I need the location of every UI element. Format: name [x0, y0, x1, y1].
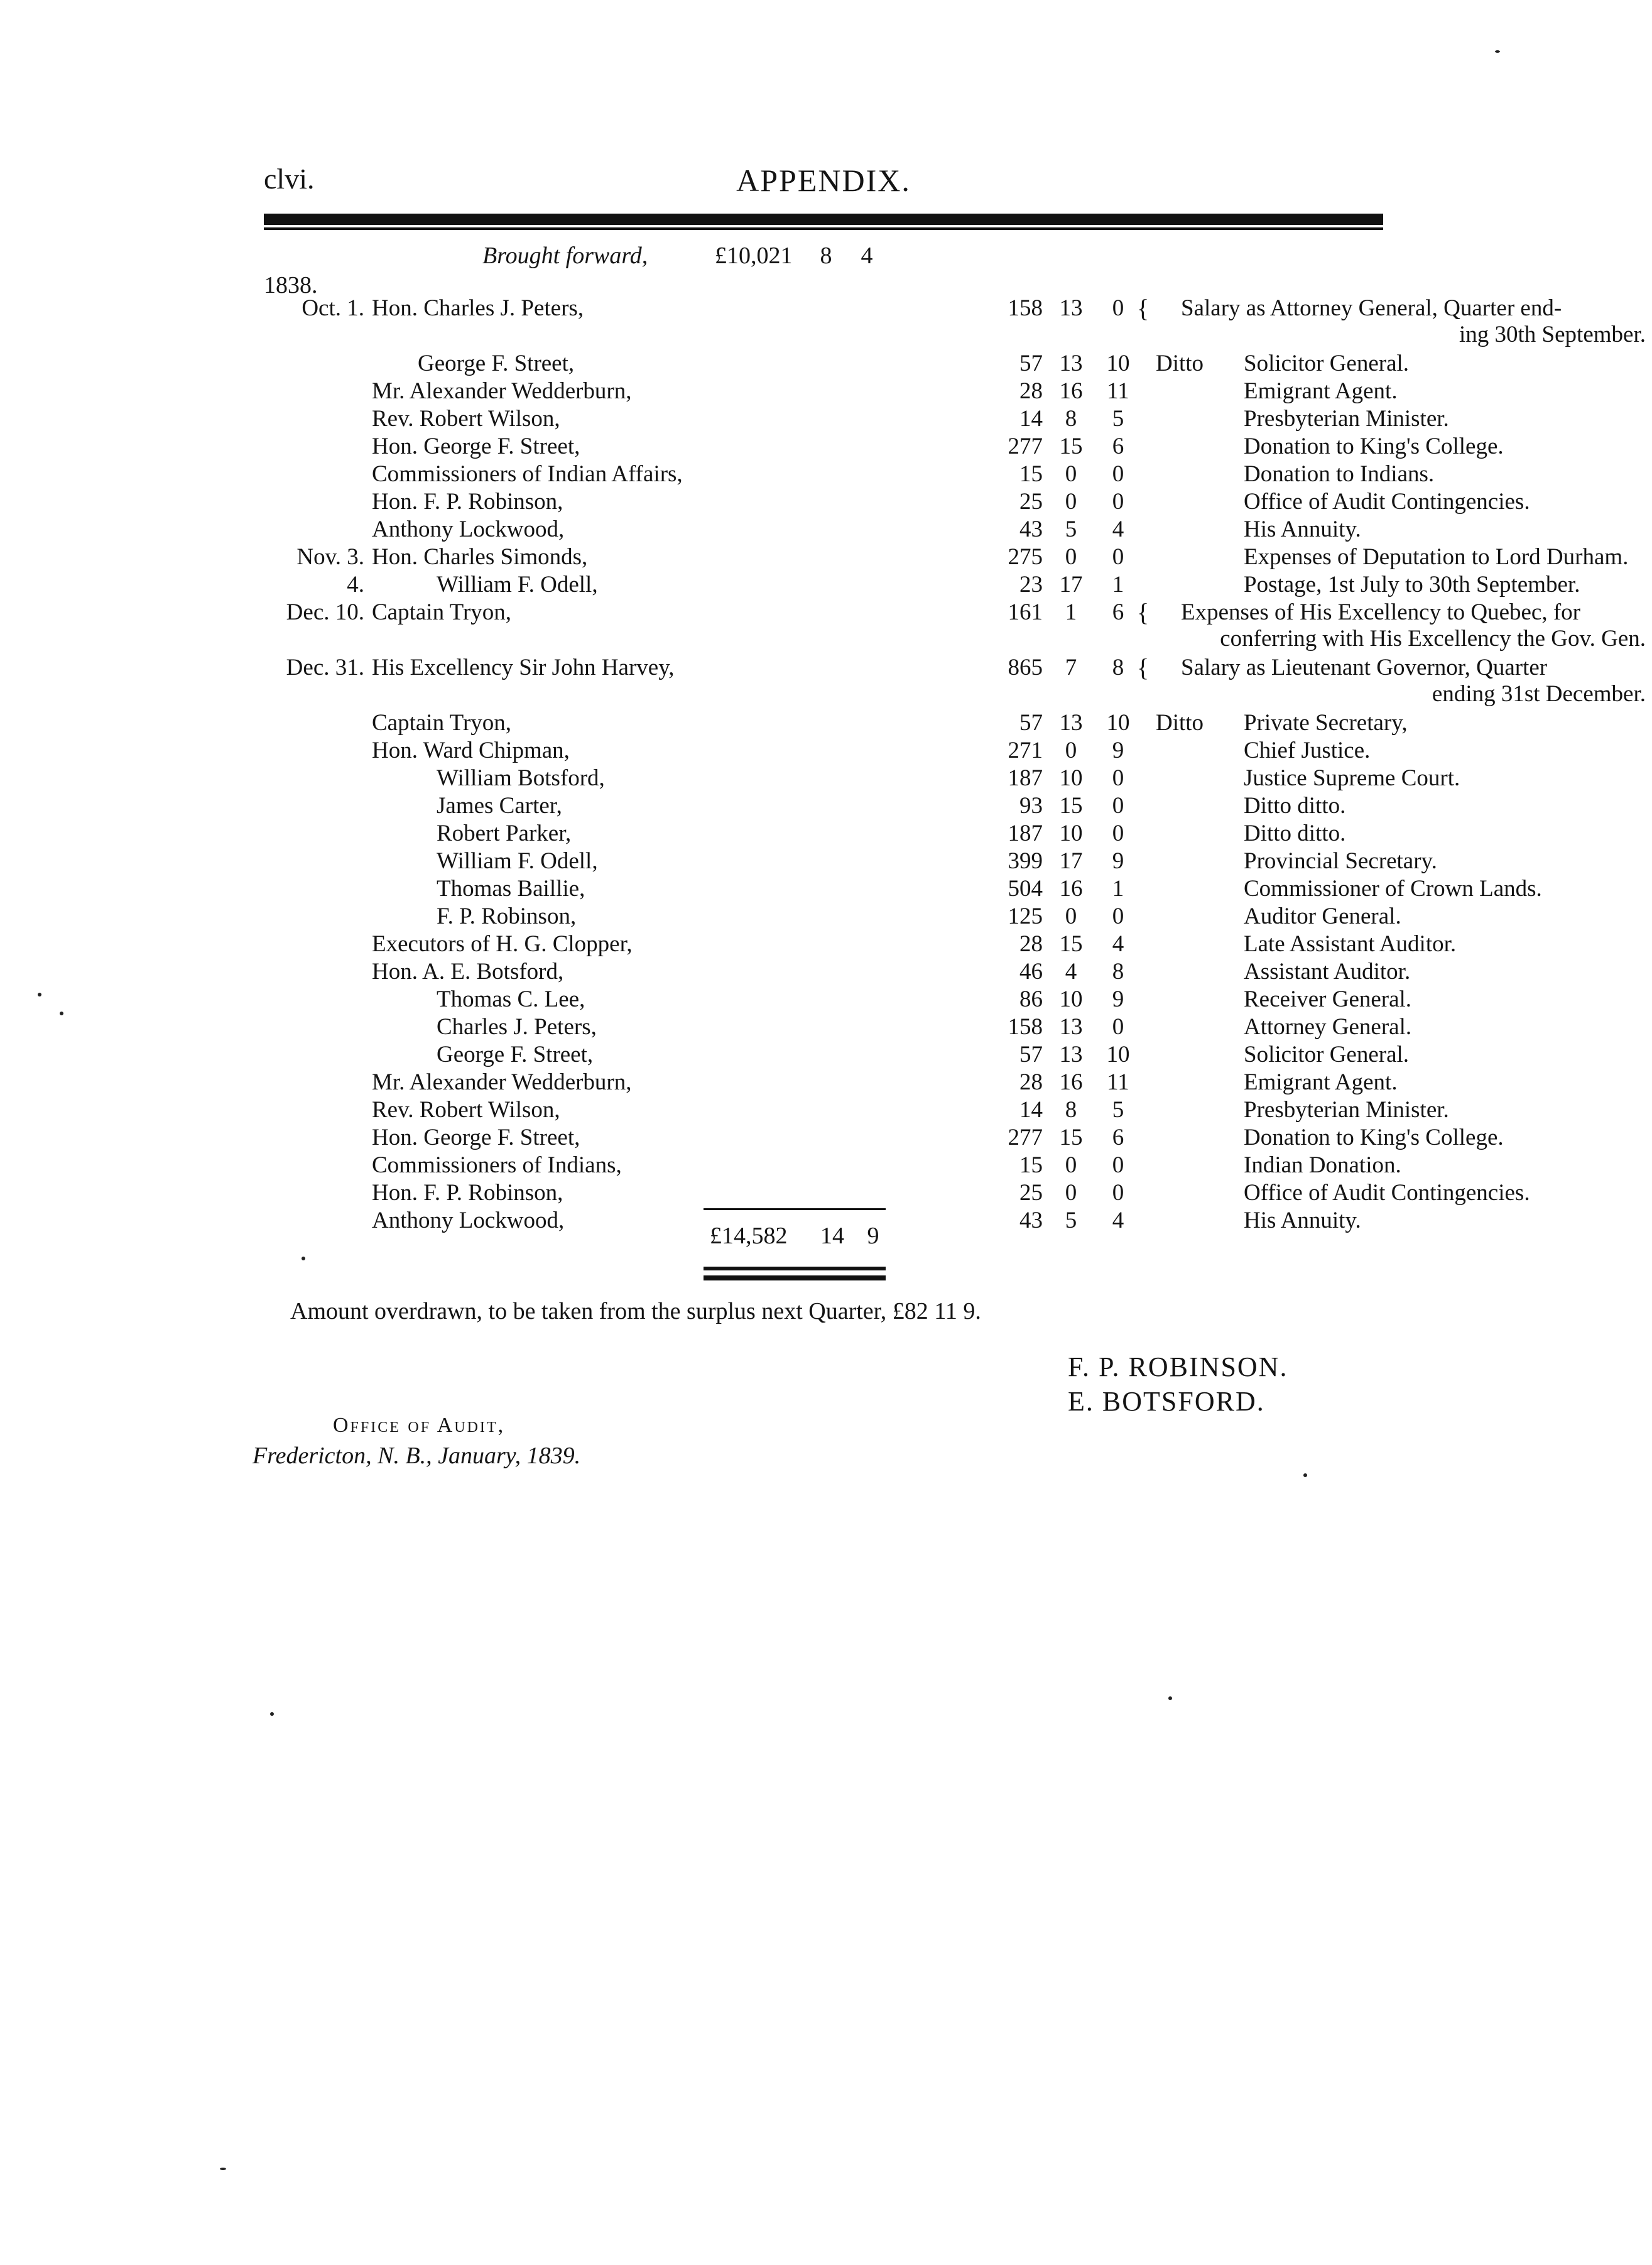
- purpose-line-1: Emigrant Agent.: [1244, 378, 1398, 404]
- payee-name: George F. Street,: [418, 351, 575, 376]
- year-label: 1838.: [264, 272, 318, 298]
- purpose-line-1: Assistant Auditor.: [1244, 959, 1411, 985]
- amount-pounds: 504: [1008, 876, 1043, 902]
- payee-name: William Botsford,: [437, 765, 605, 791]
- total-rule-double-a: [704, 1267, 886, 1270]
- purpose-description: [1244, 1152, 1652, 1179]
- amount-pounds: 865: [1008, 655, 1043, 680]
- amount-shillings: 0: [1065, 544, 1077, 570]
- purpose-description: [1244, 1125, 1652, 1151]
- amount-pence: 0: [1112, 793, 1124, 819]
- payee-name: James Carter,: [437, 793, 562, 819]
- amount-shillings: 16: [1059, 1069, 1083, 1095]
- amount-pounds: 25: [1019, 489, 1043, 515]
- payee-name: Rev. Robert Wilson,: [372, 1097, 560, 1123]
- table-row: [264, 1152, 1401, 1180]
- table-row: [264, 959, 1411, 986]
- amount-shillings: 10: [1059, 986, 1083, 1012]
- purpose-description: [1244, 821, 1652, 847]
- amount-pence: 0: [1112, 295, 1124, 321]
- amount-shillings: 13: [1059, 295, 1083, 321]
- purpose-line-1: Provincial Secretary.: [1244, 848, 1437, 874]
- payee-name: Anthony Lockwood,: [372, 516, 565, 542]
- purpose-line-1: Ditto ditto.: [1244, 793, 1346, 819]
- amount-shillings: 10: [1059, 765, 1083, 791]
- brace-mark: {: [1137, 653, 1149, 682]
- amount-pence: 0: [1112, 489, 1124, 515]
- table-row: [264, 876, 1542, 903]
- amount-pounds: 14: [1019, 1097, 1043, 1123]
- purpose-description: [1244, 1042, 1652, 1068]
- amount-pence: 5: [1112, 406, 1124, 432]
- purpose-description: [1244, 986, 1652, 1013]
- purpose-line-1: Attorney General.: [1244, 1014, 1412, 1040]
- purpose-description: [1244, 931, 1652, 958]
- amount-pounds: 57: [1019, 351, 1043, 376]
- amount-shillings: 4: [1065, 959, 1077, 985]
- table-row: [264, 1125, 1504, 1152]
- ditto-label: Ditto: [1156, 710, 1204, 736]
- table-row: [264, 351, 1410, 378]
- amount-pounds: 187: [1008, 765, 1043, 791]
- table-row: [264, 598, 1646, 655]
- purpose-line-1: Expenses of Deputation to Lord Durham.: [1244, 544, 1629, 570]
- amount-pence: 0: [1112, 903, 1124, 929]
- table-row: [264, 1069, 1398, 1097]
- header-rule-thick: [264, 214, 1383, 225]
- amount-pounds: 57: [1019, 710, 1043, 736]
- amount-pence: 4: [1112, 931, 1124, 957]
- purpose-description: [1181, 655, 1646, 707]
- payee-name: Hon. Charles J. Peters,: [372, 295, 584, 321]
- amount-shillings: 5: [1065, 516, 1077, 542]
- purpose-line-1: Donation to King's College.: [1244, 1125, 1504, 1150]
- amount-shillings: 15: [1059, 1125, 1083, 1150]
- purpose-description: [1244, 959, 1652, 985]
- amount-pence: 0: [1112, 544, 1124, 570]
- purpose-description: [1244, 406, 1652, 432]
- purpose-description: [1244, 378, 1652, 405]
- purpose-line-1: Office of Audit Contingencies.: [1244, 489, 1530, 515]
- amount-shillings: 15: [1059, 793, 1083, 819]
- table-row: [264, 1097, 1449, 1125]
- amount-shillings: 15: [1059, 434, 1083, 459]
- amount-pounds: 46: [1019, 959, 1043, 985]
- purpose-line-1: Donation to King's College.: [1244, 434, 1504, 459]
- table-row: [264, 765, 1460, 793]
- amount-pounds: 25: [1019, 1180, 1043, 1206]
- entry-date: Oct. 1.: [302, 295, 364, 321]
- amount-pounds: 275: [1008, 544, 1043, 570]
- purpose-line-2: conferring with His Excellency the Gov. Gen.: [1220, 626, 1646, 652]
- amount-pounds: 271: [1008, 738, 1043, 763]
- amount-shillings: 0: [1065, 903, 1077, 929]
- amount-pence: 1: [1112, 876, 1124, 902]
- page-number: clvi.: [264, 163, 315, 195]
- header-rule-thin: [264, 227, 1383, 230]
- payee-name: Anthony Lockwood,: [372, 1208, 565, 1233]
- table-row: [264, 516, 1388, 544]
- purpose-line-1: Salary as Attorney General, Quarter end-: [1181, 295, 1562, 321]
- amount-pounds: 125: [1008, 903, 1043, 929]
- purpose-description: [1244, 461, 1652, 488]
- table-row: [264, 931, 1457, 959]
- purpose-description: [1244, 876, 1652, 902]
- speck-mark: [1495, 50, 1500, 53]
- table-row: [264, 489, 1530, 516]
- amount-shillings: 16: [1059, 876, 1083, 902]
- table-row: [264, 986, 1412, 1014]
- amount-pence: 9: [1112, 986, 1124, 1012]
- speck-mark: [38, 993, 41, 996]
- purpose-line-1: Presbyterian Minister.: [1244, 406, 1449, 432]
- payee-name: F. P. Robinson,: [437, 903, 577, 929]
- payee-name: Rev. Robert Wilson,: [372, 406, 560, 432]
- purpose-description: [1244, 1014, 1652, 1040]
- office-place-date: Fredericton, N. B., January, 1839.: [253, 1443, 581, 1469]
- amount-shillings: 15: [1059, 931, 1083, 957]
- payee-name: Commissioners of Indians,: [372, 1152, 622, 1178]
- purpose-line-1: His Annuity.: [1244, 1208, 1361, 1233]
- table-row: [264, 294, 1646, 351]
- purpose-description: [1244, 1097, 1652, 1123]
- amount-pounds: 43: [1019, 1208, 1043, 1233]
- amount-shillings: 13: [1059, 710, 1083, 736]
- table-row: [264, 710, 1408, 738]
- table-row: [264, 793, 1388, 821]
- amount-pence: 9: [1112, 848, 1124, 874]
- signature-botsford: E. BOTSFORD.: [1068, 1386, 1265, 1417]
- total-shillings: 14: [820, 1223, 844, 1249]
- speck-mark: [60, 1012, 63, 1015]
- amount-pence: 0: [1112, 765, 1124, 791]
- amount-shillings: 0: [1065, 461, 1077, 487]
- amount-pounds: 86: [1019, 986, 1043, 1012]
- purpose-line-1: Late Assistant Auditor.: [1244, 931, 1457, 957]
- purpose-line-1: Solicitor General.: [1244, 1042, 1410, 1067]
- purpose-description: [1244, 544, 1652, 570]
- table-row: [264, 434, 1504, 461]
- purpose-description: [1244, 351, 1652, 377]
- purpose-line-1: Salary as Lieutenant Governor, Quarter: [1181, 655, 1548, 680]
- table-row: [264, 821, 1388, 848]
- purpose-line-2: ending 31st December.: [1432, 681, 1646, 707]
- purpose-line-1: Presbyterian Minister.: [1244, 1097, 1449, 1123]
- amount-shillings: 13: [1059, 351, 1083, 376]
- table-row: [264, 378, 1398, 406]
- office-of-audit: Office of Audit,: [333, 1414, 506, 1437]
- table-row: [264, 653, 1646, 710]
- purpose-line-1: Commissioner of Crown Lands.: [1244, 876, 1542, 902]
- purpose-description: [1244, 489, 1652, 515]
- brought-forward-label: Brought forward,: [482, 243, 648, 269]
- signature-robinson: F. P. ROBINSON.: [1068, 1351, 1288, 1382]
- purpose-description: [1244, 848, 1652, 875]
- payee-name: Mr. Alexander Wedderburn,: [372, 1069, 632, 1095]
- payee-name: Thomas Baillie,: [437, 876, 585, 902]
- amount-pence: 10: [1106, 351, 1130, 376]
- purpose-line-1: Ditto ditto.: [1244, 821, 1346, 846]
- purpose-description: [1244, 765, 1652, 792]
- payee-name: William F. Odell,: [437, 572, 598, 598]
- amount-pounds: 277: [1008, 434, 1043, 459]
- amount-pounds: 161: [1008, 599, 1043, 625]
- amount-pence: 0: [1112, 1180, 1124, 1206]
- purpose-line-1: Donation to Indians.: [1244, 461, 1435, 487]
- payee-name: Robert Parker,: [437, 821, 572, 846]
- amount-pence: 5: [1112, 1097, 1124, 1123]
- brought-forward-shillings: 8: [820, 243, 832, 269]
- amount-pence: 0: [1112, 461, 1124, 487]
- amount-shillings: 13: [1059, 1014, 1083, 1040]
- payee-name: Hon. George F. Street,: [372, 1125, 580, 1150]
- amount-shillings: 13: [1059, 1042, 1083, 1067]
- amount-pence: 0: [1112, 1014, 1124, 1040]
- payee-name: Mr. Alexander Wedderburn,: [372, 378, 632, 404]
- payee-name: Thomas C. Lee,: [437, 986, 585, 1012]
- total-amount: [710, 1222, 892, 1250]
- amount-pounds: 28: [1019, 378, 1043, 404]
- speck-mark: [1303, 1473, 1307, 1477]
- payee-name: Hon. F. P. Robinson,: [372, 489, 563, 515]
- purpose-description: [1244, 434, 1652, 460]
- payee-name: Charles J. Peters,: [437, 1014, 597, 1040]
- amount-pence: 1: [1112, 572, 1124, 598]
- amount-pence: 0: [1112, 1152, 1124, 1178]
- speck-mark: [220, 2168, 226, 2170]
- table-row: [264, 544, 1629, 572]
- payee-name: Hon. A. E. Botsford,: [372, 959, 564, 985]
- amount-shillings: 10: [1059, 821, 1083, 846]
- table-row: [264, 738, 1388, 765]
- table-row: [264, 406, 1449, 434]
- table-row: [264, 461, 1435, 489]
- total-rule-double-b: [704, 1275, 886, 1280]
- table-row: [264, 1180, 1530, 1208]
- total-pence: 9: [867, 1223, 879, 1249]
- speck-mark: [1168, 1696, 1172, 1700]
- total-rule-top: [704, 1208, 886, 1210]
- entry-date: Dec. 10.: [286, 599, 364, 625]
- purpose-description: [1244, 903, 1652, 930]
- payee-name: George F. Street,: [437, 1042, 594, 1067]
- purpose-description: [1181, 599, 1646, 652]
- amount-shillings: 8: [1065, 1097, 1077, 1123]
- overdrawn-note: Amount overdrawn, to be taken from the surplus next Quarter, £82 11 9.: [290, 1298, 981, 1324]
- amount-shillings: 5: [1065, 1208, 1077, 1233]
- purpose-line-1: Private Secretary,: [1244, 710, 1408, 736]
- brought-forward-amount: [715, 242, 886, 270]
- purpose-description: [1244, 516, 1652, 543]
- amount-shillings: 0: [1065, 489, 1077, 515]
- purpose-description: [1244, 1208, 1652, 1234]
- payee-name: His Excellency Sir John Harvey,: [372, 655, 675, 680]
- payee-name: Hon. Charles Simonds,: [372, 544, 588, 570]
- amount-pounds: 158: [1008, 1014, 1043, 1040]
- payee-name: Captain Tryon,: [372, 599, 512, 625]
- amount-pounds: 399: [1008, 848, 1043, 874]
- amount-shillings: 0: [1065, 1152, 1077, 1178]
- amount-pounds: 23: [1019, 572, 1043, 598]
- amount-shillings: 8: [1065, 406, 1077, 432]
- purpose-description: [1244, 572, 1652, 598]
- amount-pounds: 28: [1019, 931, 1043, 957]
- speck-mark: [270, 1712, 274, 1716]
- amount-pounds: 43: [1019, 516, 1043, 542]
- amount-pence: 6: [1112, 599, 1124, 625]
- purpose-description: [1244, 793, 1652, 819]
- speck-mark: [302, 1257, 305, 1260]
- entry-date: Nov. 3.: [296, 544, 364, 570]
- amount-pence: 8: [1112, 655, 1124, 680]
- amount-pounds: 57: [1019, 1042, 1043, 1067]
- table-row: [264, 572, 1580, 599]
- amount-pounds: 28: [1019, 1069, 1043, 1095]
- amount-shillings: 1: [1065, 599, 1077, 625]
- purpose-line-2: ing 30th September.: [1459, 322, 1646, 347]
- purpose-line-1: His Annuity.: [1244, 516, 1361, 542]
- brace-mark: {: [1137, 598, 1149, 626]
- payee-name: William F. Odell,: [437, 848, 598, 874]
- amount-pounds: 14: [1019, 406, 1043, 432]
- amount-pence: 6: [1112, 1125, 1124, 1150]
- page-title: APPENDIX.: [736, 163, 911, 198]
- purpose-description: [1244, 710, 1652, 736]
- purpose-line-1: Solicitor General.: [1244, 351, 1410, 376]
- ditto-label: Ditto: [1156, 351, 1204, 376]
- amount-pounds: 158: [1008, 295, 1043, 321]
- amount-pounds: 15: [1019, 461, 1043, 487]
- payee-name: Commissioners of Indian Affairs,: [372, 461, 683, 487]
- amount-pence: 11: [1107, 1069, 1129, 1095]
- table-row: [264, 903, 1401, 931]
- total-pounds: £14,582: [710, 1223, 788, 1249]
- purpose-description: [1244, 738, 1652, 764]
- table-row: [264, 1042, 1410, 1069]
- amount-shillings: 0: [1065, 1180, 1077, 1206]
- amount-pence: 10: [1106, 710, 1130, 736]
- purpose-line-1: Postage, 1st July to 30th September.: [1244, 572, 1580, 598]
- brought-forward-pounds: £10,021: [715, 243, 793, 269]
- payee-name: Captain Tryon,: [372, 710, 512, 736]
- purpose-line-1: Receiver General.: [1244, 986, 1412, 1012]
- purpose-description: [1244, 1069, 1652, 1096]
- payee-name: Hon. George F. Street,: [372, 434, 580, 459]
- ledger-table: [264, 294, 1646, 1235]
- amount-pence: 9: [1112, 738, 1124, 763]
- amount-pounds: 93: [1019, 793, 1043, 819]
- amount-pence: 4: [1112, 1208, 1124, 1233]
- amount-pence: 11: [1107, 378, 1129, 404]
- payee-name: Hon. Ward Chipman,: [372, 738, 570, 763]
- purpose-line-1: Chief Justice.: [1244, 738, 1371, 763]
- amount-pence: 8: [1112, 959, 1124, 985]
- table-row: [264, 1014, 1412, 1042]
- purpose-line-1: Office of Audit Contingencies.: [1244, 1180, 1530, 1206]
- payee-name: Executors of H. G. Clopper,: [372, 931, 633, 957]
- table-row: [264, 848, 1437, 876]
- brought-forward-pence: 4: [861, 243, 873, 269]
- purpose-line-1: Emigrant Agent.: [1244, 1069, 1398, 1095]
- amount-shillings: 16: [1059, 378, 1083, 404]
- purpose-line-1: Indian Donation.: [1244, 1152, 1401, 1178]
- brace-mark: {: [1137, 294, 1149, 322]
- amount-pence: 10: [1106, 1042, 1130, 1067]
- entry-date: Dec. 31.: [286, 655, 364, 680]
- amount-pence: 0: [1112, 821, 1124, 846]
- purpose-description: [1244, 1180, 1652, 1206]
- entry-date: 4.: [347, 572, 364, 598]
- amount-pence: 6: [1112, 434, 1124, 459]
- amount-shillings: 17: [1059, 848, 1083, 874]
- purpose-line-1: Justice Supreme Court.: [1244, 765, 1460, 791]
- amount-pounds: 277: [1008, 1125, 1043, 1150]
- payee-name: Hon. F. P. Robinson,: [372, 1180, 563, 1206]
- amount-shillings: 17: [1059, 572, 1083, 598]
- amount-shillings: 0: [1065, 738, 1077, 763]
- page-header: [264, 162, 1383, 206]
- purpose-line-1: Expenses of His Excellency to Quebec, for: [1181, 599, 1580, 625]
- amount-pounds: 187: [1008, 821, 1043, 846]
- purpose-line-1: Auditor General.: [1244, 903, 1401, 929]
- purpose-description: [1181, 295, 1646, 348]
- amount-pounds: 15: [1019, 1152, 1043, 1178]
- amount-pence: 4: [1112, 516, 1124, 542]
- amount-shillings: 7: [1065, 655, 1077, 680]
